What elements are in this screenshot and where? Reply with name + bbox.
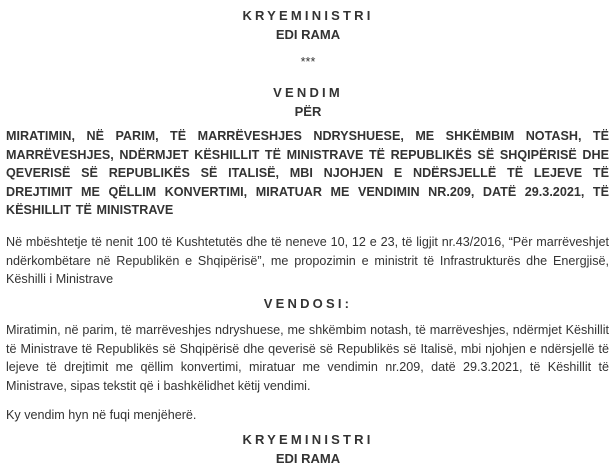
footer-name: EDI RAMA xyxy=(275,451,341,466)
preamble-paragraph: Në mbështetje të nenit 100 të Kushtetutës dhe të neneve 10, 12 e 23, të ligjit nr.43/2016, “Për marrëveshjet ndërkombëtare në Republikën e Shqipërisë”, me propozimin e ministrit të Infrastrukturës dhe Energjisë, Këshilli i Ministrave xyxy=(6,235,609,286)
decides-heading: VENDOSI: xyxy=(263,296,353,311)
closing-paragraph: Ky vendim hyn në fuqi menjëherë. xyxy=(6,408,197,422)
body-paragraph: Miratimin, në parim, të marrëveshjes ndryshuese, me shkëmbim notash, të marrëveshjes, ndërmjet Këshillit të Ministrave të Republikës së Shqipërisë dhe qeverisë së Republikës së Italisë, mbi njohjen e ndërsjellë të lejeve të drejtimit me qëllim konvertimi, miratuar me vendimin nr.209, datë 29.3.2021, të Këshillit të Ministrave, sipas tekstit që i bashkëlidhet këtij vendimi. xyxy=(6,323,609,393)
decision-heading: VENDIM xyxy=(273,85,343,100)
footer-title: KRYEMINISTRI xyxy=(242,432,374,447)
header-name: EDI RAMA xyxy=(275,27,341,42)
decision-subheading: PËR xyxy=(294,104,322,119)
separator: *** xyxy=(300,55,316,69)
decision-subject: MIRATIMIN, NË PARIM, TË MARRËVESHJES NDRYSHUESE, ME SHKËMBIM NOTASH, TË MARRËVESHJES, NDËRMJET KËSHILLIT TË MINISTRAVE TË REPUBLIKËS SË SHQIPËRISË DHE QEVERISË SË REPUBLIKËS SË ITALISË, MBI NJOHJEN E NDËRSJELLË TË LEJEVE TË DREJTIMIT ME QËLLIM KONVERTIMI, MIRATUAR ME VENDIMIN NR.209, DATË 29.3.2021, TË KËSHILLIT TË MINISTRAVE xyxy=(6,129,609,218)
header-title: KRYEMINISTRI xyxy=(242,8,374,23)
